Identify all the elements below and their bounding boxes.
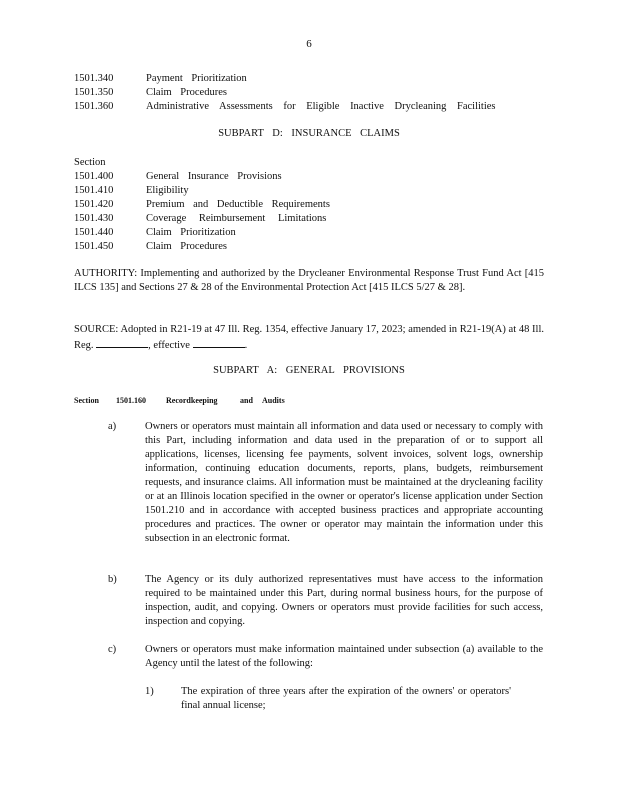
section-title: Recordkeeping [166, 396, 218, 405]
toc-row [74, 170, 282, 184]
sub-item-text: The expiration of three years after the expiration of the owners' or operators' final annual license; [181, 686, 511, 711]
toc-section-number: 1501.420 [74, 199, 114, 210]
section-word: Section [74, 396, 99, 405]
section-audits: Audits [262, 396, 285, 405]
item-text: Owners or operators must maintain all information and data used or necessary to comply with this Part, including information and data used in the preparation of or to support all applications, licenses, licensing fee payments, solvent invoices, solvent logs, ownership information, continuing education documents, reports, plans, budgets, reimbursement requests, and insurance claims. All information must be maintained at the drycleaning facility or at an Illinois location specified in the owner or operator's license application under Section 1501.210 and in accordance with accepted business practices and appropriate accounting procedures and practices. The owner or operator may maintain the information under this subsection in an electronic format. [145, 421, 543, 544]
toc-section-number: 1501.440 [74, 227, 114, 238]
item-label: c) [108, 644, 117, 655]
toc-section-title: General Insurance Provisions [146, 171, 282, 182]
section-and: and [240, 396, 253, 405]
toc-section-number: 1501.360 [74, 101, 114, 112]
item-text: Owners or operators must make information maintained under subsection (a) available to the Agency until the latest of the following: [145, 644, 543, 669]
toc-section-title: Payment Prioritization [146, 73, 247, 84]
toc-row [74, 212, 326, 226]
toc-section-title: Claim Procedures [146, 241, 227, 252]
toc-section-number: 1501.410 [74, 185, 114, 196]
section-number: 1501.160 [116, 396, 146, 405]
toc-row [74, 72, 247, 86]
toc-section-title: Administrative Assessments for Eligible Inactive Drycleaning Facilities [146, 101, 496, 112]
toc-section-number: 1501.430 [74, 213, 114, 224]
blank-line [193, 337, 245, 348]
toc-section-number: 1501.350 [74, 87, 114, 98]
section-heading-line [74, 396, 285, 405]
source-end: . [244, 340, 248, 351]
toc-section-title: Premium and Deductible Requirements [146, 199, 330, 210]
item-label: b) [108, 574, 117, 585]
toc-section-title: Eligibility [146, 185, 189, 196]
toc-section-title: Claim Prioritization [146, 227, 236, 238]
item-text: The Agency or its duly authorized representatives must have access to the information required to be maintained under this Part, during normal business hours, for the purpose of inspection, audit, and copying. Owners or operators must provide facilities for such access, inspection and copying. [145, 574, 543, 627]
toc-section-number: 1501.340 [74, 73, 114, 84]
toc-row [74, 198, 330, 212]
toc-section-title: Claim Procedures [146, 87, 227, 98]
authority-note: AUTHORITY: Implementing and authorized by the Drycleaner Environmental Response Trust Fund Act [415 ILCS 135] and Sections 27 & 28 of the Environmental Protection Act [415 ILCS 5/27 & 28]. [74, 268, 544, 293]
blank-line [96, 337, 148, 348]
toc-section-number: 1501.450 [74, 241, 114, 252]
toc-row [74, 226, 236, 240]
toc-section-title: Coverage Reimbursement Limitations [146, 213, 327, 224]
toc-section-number: 1501.400 [74, 171, 114, 182]
toc-row [74, 86, 227, 100]
source-note [74, 323, 544, 353]
source-mid: , effective [148, 340, 190, 351]
item-label: a) [108, 421, 117, 432]
subpart-a-heading: SUBPART A: GENERAL PROVISIONS [213, 365, 405, 376]
subpart-d-heading: SUBPART D: INSURANCE CLAIMS [218, 128, 400, 139]
source-text: SOURCE: Adopted in R21-19 at 47 Ill. Reg. 1354, effective January 17, 2023; amended in R21-19(A) at 48 Ill. Reg. [74, 324, 544, 351]
toc-row [74, 184, 189, 198]
toc-row [74, 240, 227, 254]
sub-item-label: 1) [145, 686, 154, 697]
toc-row [74, 100, 496, 114]
page-number: 6 [306, 38, 312, 50]
section-label: Section [74, 157, 106, 168]
